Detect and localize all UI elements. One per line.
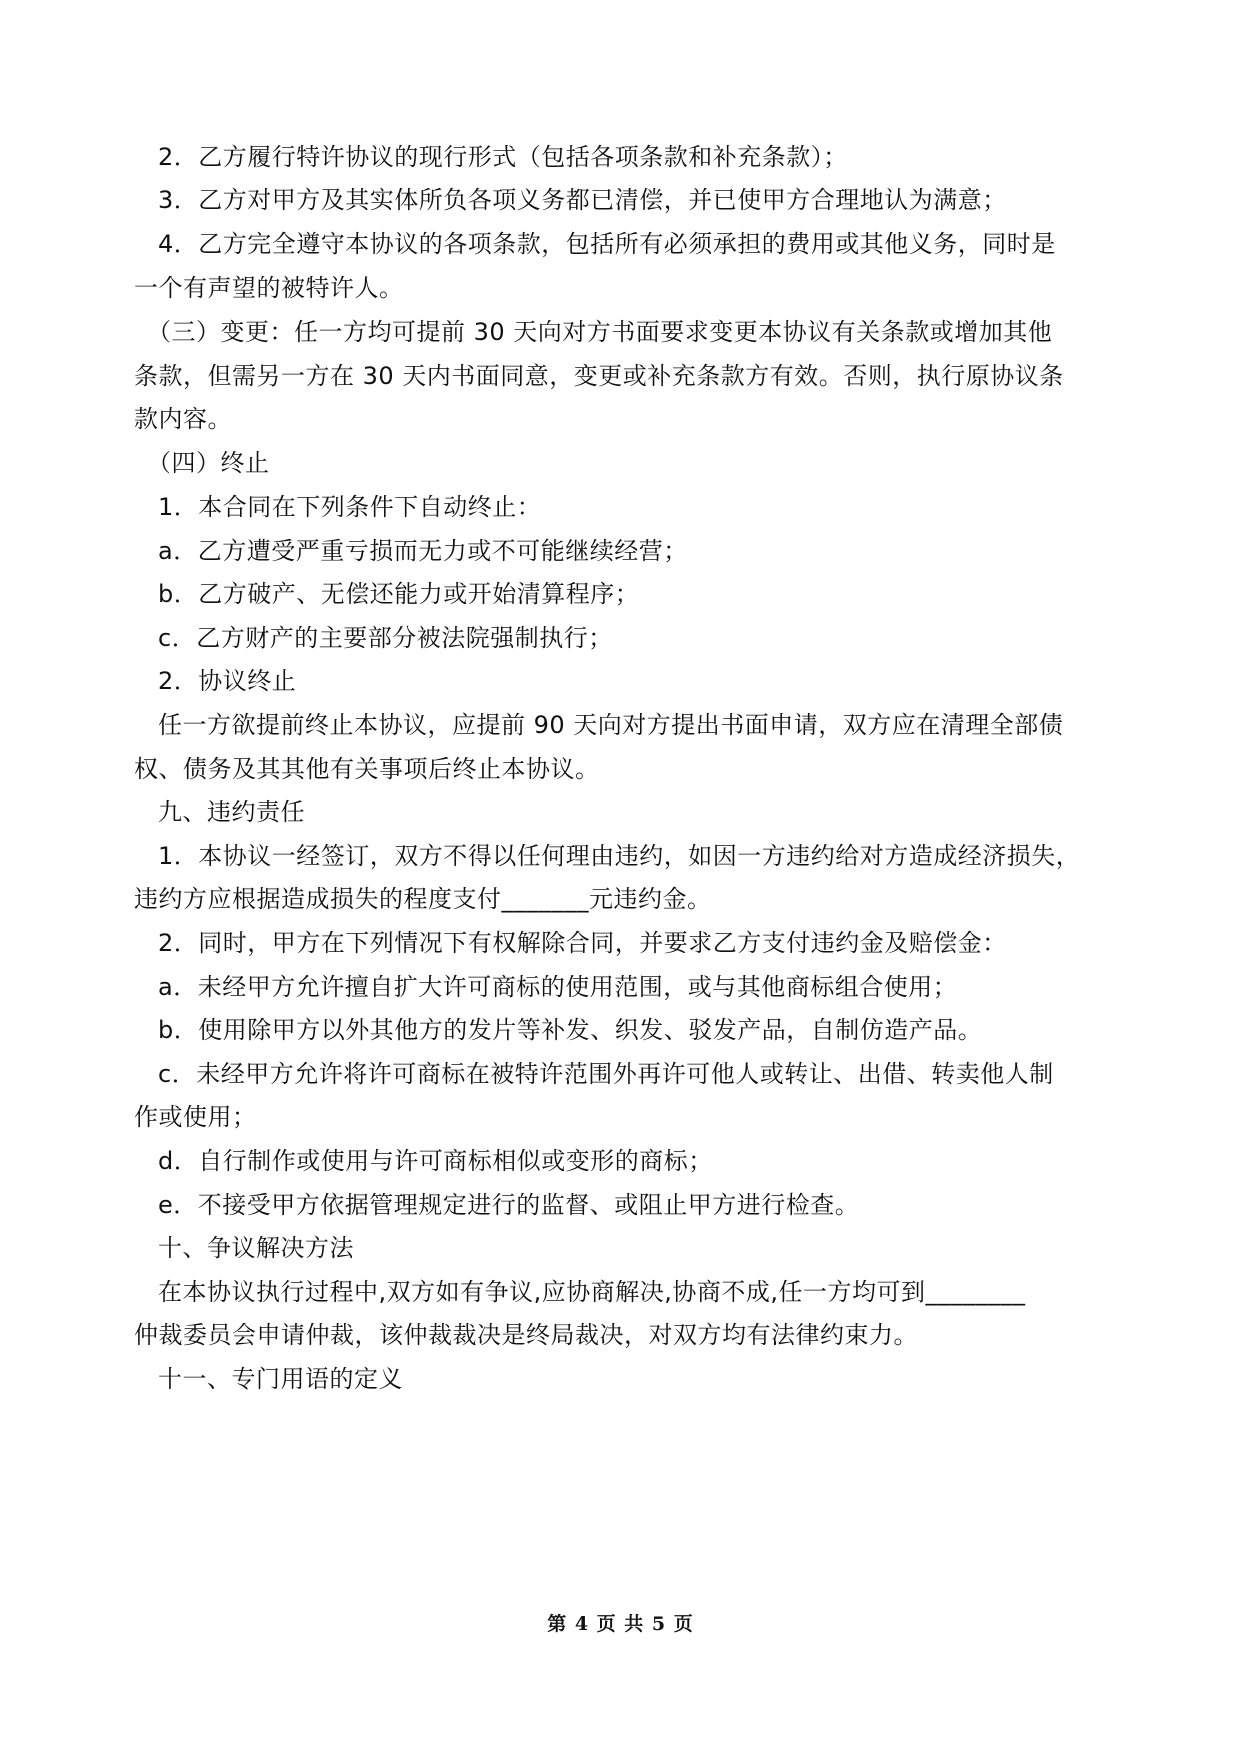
paragraph-line: 违约方应根据造成损失的程度支付_______元违约金。 <box>134 885 712 913</box>
paragraph-line: a．乙方遭受严重亏损而无力或不可能继续经营； <box>158 537 688 565</box>
paragraph-line: 任一方欲提前终止本协议，应提前 90 天向对方提出书面申请，双方应在清理全部债 <box>158 711 1064 739</box>
paragraph-line: 权、债务及其其他有关事项后终止本协议。 <box>134 755 600 783</box>
paragraph-line: 1．本合同在下列条件下自动终止： <box>158 493 542 521</box>
paragraph-line: a．未经甲方允许擅自扩大许可商标的使用范围，或与其他商标组合使用； <box>158 973 958 1001</box>
paragraph-line: 4．乙方完全遵守本协议的各项条款，包括所有必须承担的费用或其他义务，同时是 <box>158 230 1056 258</box>
paragraph-line: 一个有声望的被特许人。 <box>134 274 404 302</box>
section-heading: （四）终止 <box>147 449 270 477</box>
paragraph-line: 在本协议执行过程中,双方如有争议,应协商解决,协商不成,任一方均可到________ <box>158 1278 1026 1306</box>
section-heading: 九、违约责任 <box>158 798 305 826</box>
section-heading: 十一、专门用语的定义 <box>158 1365 403 1393</box>
paragraph-line: 仲裁委员会申请仲裁，该仲裁裁决是终局裁决，对双方均有法律约束力。 <box>134 1321 918 1349</box>
paragraph-line: 1．本协议一经签订，双方不得以任何理由违约，如因一方违约给对方造成经济损失， <box>158 842 1081 870</box>
paragraph-line: 款内容。 <box>134 405 232 433</box>
paragraph-line: d．自行制作或使用与许可商标相似或变形的商标； <box>158 1147 713 1175</box>
paragraph-line: 作或使用； <box>134 1103 257 1131</box>
paragraph-line: b．使用除甲方以外其他方的发片等补发、织发、驳发产品，自制仿造产品。 <box>158 1016 983 1044</box>
page-number-footer: 第 4 页 共 5 页 <box>547 1613 694 1635</box>
paragraph-line: c．乙方财产的主要部分被法院强制执行； <box>158 624 613 652</box>
paragraph-line: 2．乙方履行特许协议的现行形式（包括各项条款和补充条款）； <box>158 143 848 171</box>
paragraph-line: 条款，但需另一方在 30 天内书面同意，变更或补充条款方有效。否则，执行原协议条 <box>134 362 1064 390</box>
paragraph-line: c．未经甲方允许将许可商标在被特许范围外再许可他人或转让、出借、转卖他人制 <box>158 1060 1054 1088</box>
paragraph-line: b．乙方破产、无偿还能力或开始清算程序； <box>158 580 640 608</box>
paragraph-line: e．不接受甲方依据管理规定进行的监督、或阻止甲方进行检查。 <box>158 1191 860 1219</box>
paragraph-line: 3．乙方对甲方及其实体所负各项义务都已清偿，并已使甲方合理地认为满意； <box>158 186 1007 214</box>
section-heading: 十、争议解决方法 <box>158 1234 354 1262</box>
paragraph-line: 2．协议终止 <box>158 667 297 695</box>
paragraph-line: 2．同时，甲方在下列情况下有权解除合同，并要求乙方支付违约金及赔偿金： <box>158 929 1007 957</box>
paragraph-line: （三）变更：任一方均可提前 30 天向对方书面要求变更本协议有关条款或增加其他 <box>147 318 1053 346</box>
